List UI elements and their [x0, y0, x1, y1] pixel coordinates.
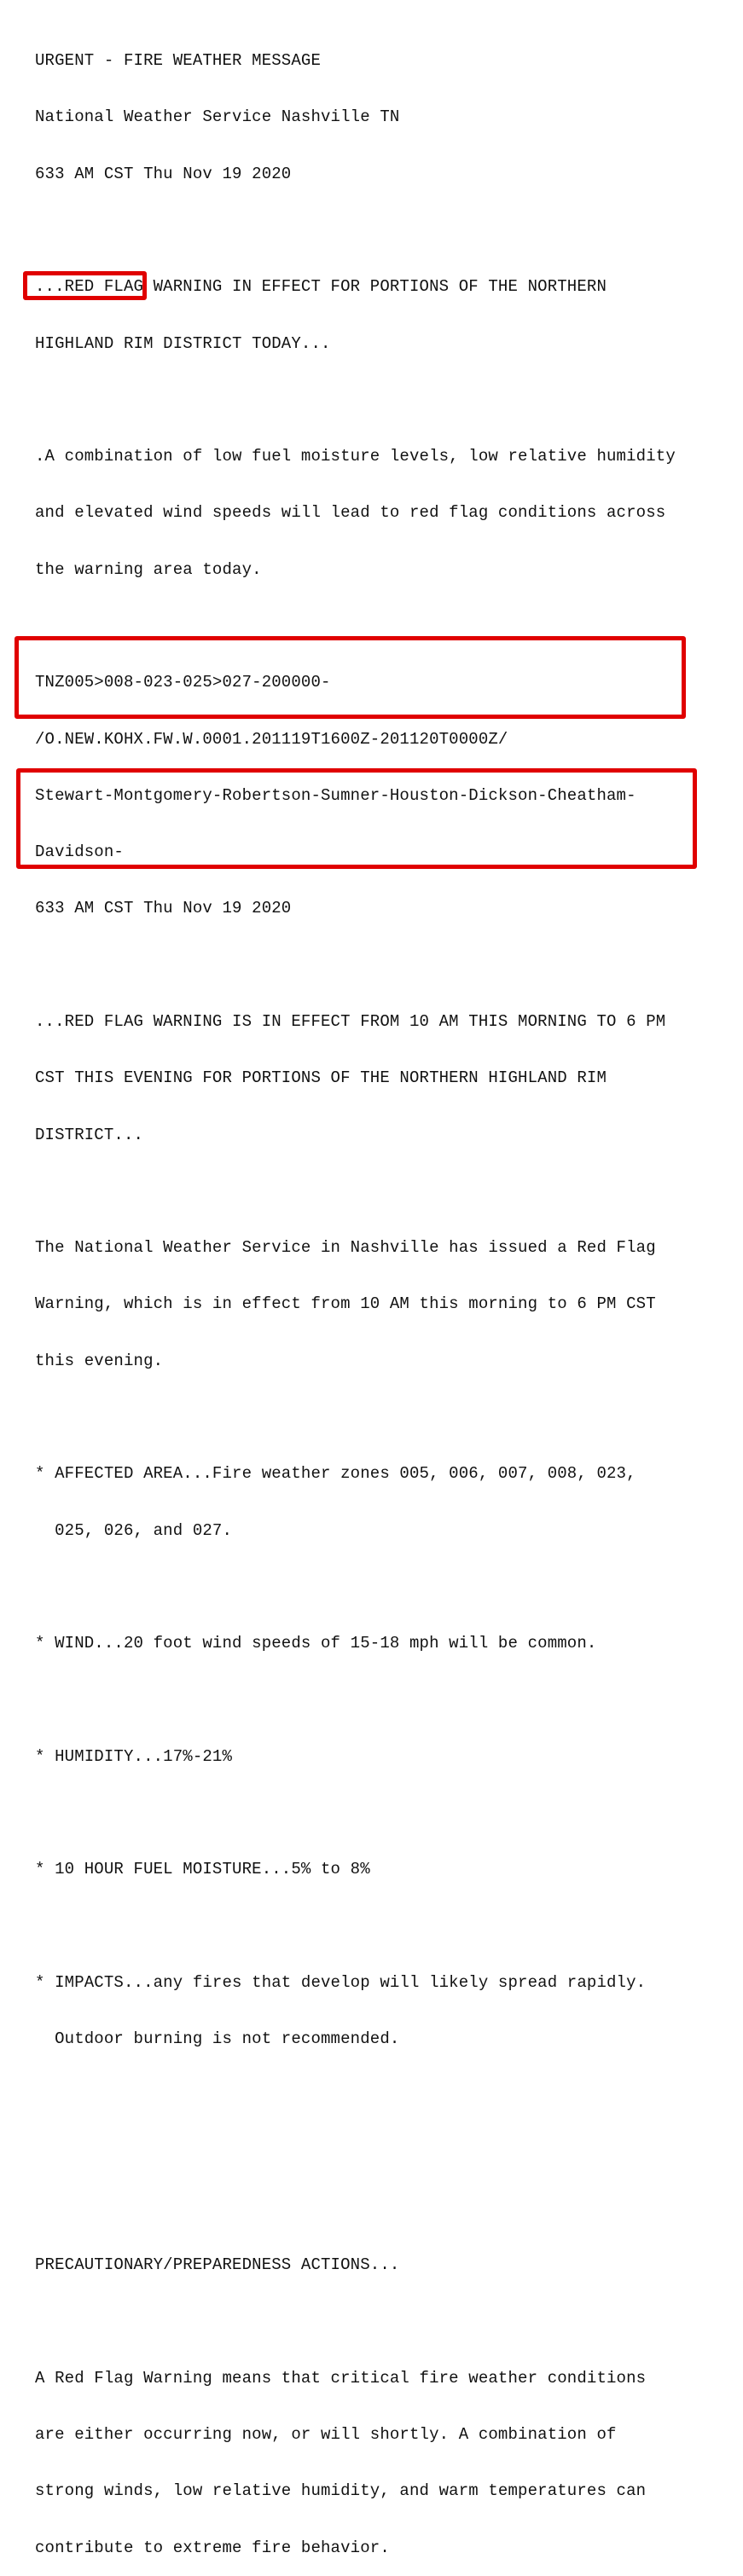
- bullet-affected-area: * AFFECTED AREA...Fire weather zones 005, 006, 007, 008, 023,: [35, 1464, 636, 1484]
- fire-weather-message: [35, 14, 676, 2576]
- issue-time: 633 AM CST Thu Nov 19 2020: [35, 164, 292, 183]
- bullet-affected-area-cont: 025, 026, and 027.: [35, 1520, 233, 1540]
- county-list: Stewart-Montgomery-Robertson-Sumner-Houston-Dickson-Cheatham-: [35, 785, 636, 805]
- issuing-office: National Weather Service Nashville TN: [35, 107, 400, 127]
- bullet-humidity: * HUMIDITY...17%-21%: [35, 1746, 233, 1766]
- warning-headline-line: CST THIS EVENING FOR PORTIONS OF THE NORTHERN HIGHLAND RIM: [35, 1068, 607, 1088]
- synopsis-line: the warning area today.: [35, 559, 262, 579]
- actions-line: contribute to extreme fire behavior.: [35, 2538, 390, 2557]
- bullet-fuel-moisture: * 10 HOUR FUEL MOISTURE...5% to 8%: [35, 1860, 370, 1879]
- actions-line: are either occurring now, or will shortly. A combination of: [35, 2425, 617, 2444]
- warning-headline-line: ...RED FLAG WARNING IS IN EFFECT FROM 10 AM THIS MORNING TO 6 PM: [35, 1011, 666, 1031]
- summary-line: this evening.: [35, 1351, 164, 1370]
- summary-line: The National Weather Service in Nashville has issued a Red Flag: [35, 1238, 656, 1258]
- bullet-impacts-cont: Outdoor burning is not recommended.: [35, 2029, 400, 2049]
- actions-line: strong winds, low relative humidity, and warm temperatures can: [35, 2481, 647, 2501]
- headline-line: HIGHLAND RIM DISTRICT TODAY...: [35, 333, 331, 353]
- segment-time: 633 AM CST Thu Nov 19 2020: [35, 899, 292, 918]
- synopsis-line: .A combination of low fuel moisture levels, low relative humidity: [35, 447, 676, 466]
- message-title: URGENT - FIRE WEATHER MESSAGE: [35, 51, 322, 71]
- county-list-davidson: Davidson-: [35, 842, 124, 862]
- bullet-wind: * WIND...20 foot wind speeds of 15-18 mph will be common.: [35, 1634, 597, 1653]
- actions-heading: PRECAUTIONARY/PREPAREDNESS ACTIONS...: [35, 2255, 400, 2275]
- warning-headline-line: DISTRICT...: [35, 1125, 144, 1144]
- bullet-impacts: * IMPACTS...any fires that develop will likely spread rapidly.: [35, 1972, 647, 1992]
- synopsis-line: and elevated wind speeds will lead to red flag conditions across: [35, 503, 666, 523]
- actions-line: A Red Flag Warning means that critical fire weather conditions: [35, 2368, 647, 2388]
- vtec-code: /O.NEW.KOHX.FW.W.0001.201119T1600Z-201120T0000Z/: [35, 729, 508, 749]
- summary-line: Warning, which is in effect from 10 AM this morning to 6 PM CST: [35, 1294, 656, 1314]
- headline-line: ...RED FLAG WARNING IN EFFECT FOR PORTIONS OF THE NORTHERN: [35, 277, 607, 297]
- ugc-code: TNZ005>008-023-025>027-200000-: [35, 673, 331, 692]
